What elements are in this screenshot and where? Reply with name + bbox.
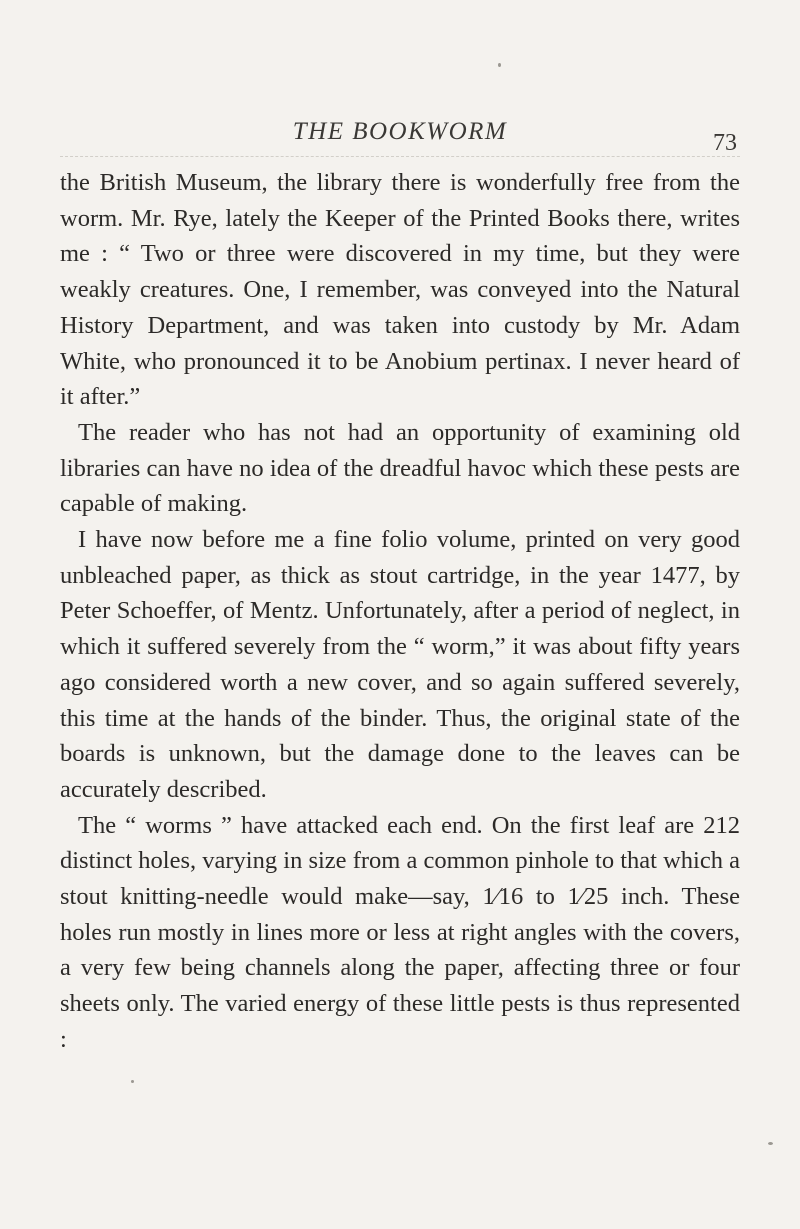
running-title: THE BOOKWORM <box>292 118 508 145</box>
paper-speck <box>131 1080 134 1083</box>
paper-speck <box>768 1142 773 1145</box>
header-rule <box>60 156 740 157</box>
page-number: 73 <box>713 130 737 156</box>
running-head <box>0 118 800 158</box>
body-text <box>60 165 740 1058</box>
paper-speck <box>498 63 501 67</box>
paragraph-2: The reader who has not had an opportunity of examining old libraries can have no idea of the dreadful havoc which these pests are capable of making. <box>60 418 740 518</box>
paragraph-4: The “ worms ” have attacked each end. On the first leaf are 212 distinct holes, varying in size from a common pinhole to that which a stout knitting-needle would make—say, 1⁄16 to 1⁄25 inch. These holes run mostly in lines more or less at right angles with the covers, a very few being channels along the paper, affecting three or four sheets only. The varied energy of these little pests is thus represented : <box>60 811 740 1053</box>
paragraph-1: the British Museum, the library there is wonderfully free from the worm. Mr. Rye, lately the Keeper of the Printed Books there, writes me : “ Two or three were discovered in my time, but they were weakly creatures. One, I remember, was conveyed into the Natural History Department, and was taken into custody by Mr. Adam White, who pronounced it to be Anobium pertinax. I never heard of it after.” <box>60 169 740 411</box>
paragraph-3: I have now before me a fine folio volume, printed on very good unbleached paper, as thick as stout cartridge, in the year 1477, by Peter Schoeffer, of Mentz. Unfortunately, after a period of neglect, in which it suffered severely from the “ worm,” it was about fifty years ago considered worth a new cover, and so again suffered severely, this time at the hands of the binder. Thus, the original state of the boards is unknown, but the damage done to the leaves can be accurately described. <box>60 526 740 803</box>
